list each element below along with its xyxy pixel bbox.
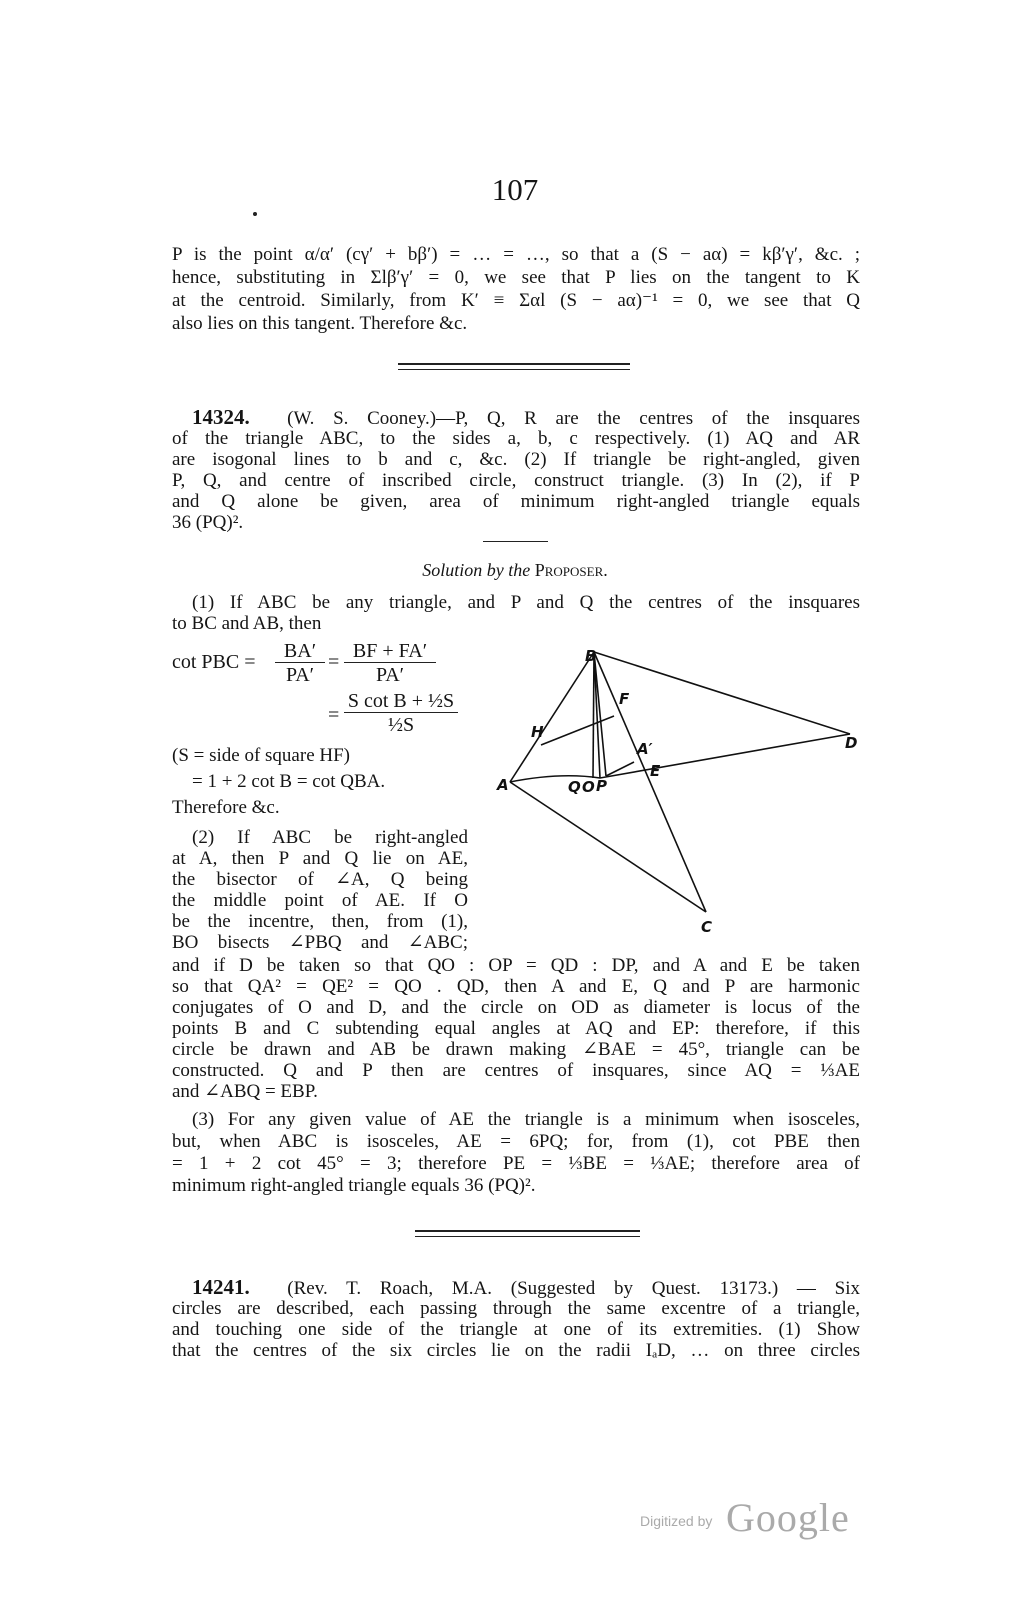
text-line: and ∠ABQ = EBP. bbox=[172, 1081, 318, 1102]
text-line: that the centres of the six circles lie on the radii IₐD, … on three circles bbox=[172, 1340, 860, 1361]
label-P: P bbox=[596, 777, 607, 795]
text-line: also lies on this tangent. Therefore &c. bbox=[172, 313, 468, 334]
equals: = bbox=[328, 651, 340, 673]
text-line: the middle point of AE. If O bbox=[172, 890, 468, 911]
question-first-line bbox=[172, 1277, 860, 1298]
equals: = bbox=[328, 704, 340, 726]
text-line: 36 (PQ)². bbox=[172, 512, 244, 533]
label-H: H bbox=[531, 723, 544, 741]
line-BQ bbox=[593, 652, 594, 778]
label-E: E bbox=[650, 762, 661, 780]
text-line: constructed. Q and P then are centres of insquares, since AQ = ⅓AE bbox=[172, 1060, 860, 1081]
side-AB bbox=[510, 652, 594, 782]
label-D: D bbox=[845, 734, 858, 752]
text-line: are isogonal lines to b and c, &c. (2) If triangle be right-angled, given bbox=[172, 449, 860, 470]
text-line: and touching one side of the triangle at one of its extremities. (1) Show bbox=[172, 1319, 860, 1340]
text-line: so that QA² = QE² = QO . QD, then A and E, Q and P are harmonic bbox=[172, 976, 860, 997]
text-line: to BC and AB, then bbox=[172, 613, 322, 634]
label-A: A bbox=[497, 776, 509, 794]
text-line: Therefore &c. bbox=[172, 797, 280, 818]
formula-lhs: cot PBC = bbox=[172, 651, 256, 673]
denominator: ½S bbox=[387, 714, 415, 736]
google-watermark-logo: Google bbox=[726, 1495, 850, 1540]
label-F: F bbox=[619, 690, 630, 708]
numerator: S cot B + ½S bbox=[344, 690, 458, 713]
label-C: C bbox=[701, 918, 713, 936]
question-author-text: (W. S. Cooney.)—P, Q, R are the centres of the insquares bbox=[287, 408, 860, 429]
label-A-prime: A′ bbox=[637, 740, 653, 758]
question-number: 14324. bbox=[192, 405, 250, 429]
side-AC bbox=[510, 782, 706, 912]
text-line: the bisector of ∠A, Q being bbox=[172, 869, 468, 890]
text-line: (2) If ABC be right-angled bbox=[192, 827, 468, 848]
text-line: = 1 + 2 cot 45° = 3; therefore PE = ⅓BE = ⅓AE; therefore area of bbox=[172, 1153, 860, 1174]
text-line: circle be drawn and AB be drawn making ∠BAE = 45°, triangle can be bbox=[172, 1039, 860, 1060]
text-line: and if D be taken so that QO : OP = QD : DP, and A and E be taken bbox=[172, 955, 860, 976]
heading-proposer: Proposer. bbox=[534, 560, 608, 580]
side-BC bbox=[594, 652, 706, 912]
question-author-text: (Rev. T. Roach, M.A. (Suggested by Quest. 13173.) — Six bbox=[287, 1278, 861, 1299]
text-line: points B and C subtending equal angles at AQ and EP: therefore, if this bbox=[172, 1018, 860, 1039]
text-line: (3) For any given value of AE the triangle is a minimum when isosceles, bbox=[192, 1109, 860, 1130]
line-BP bbox=[594, 652, 606, 776]
heading-prefix: Solution by the bbox=[422, 560, 531, 580]
label-Q: Q bbox=[568, 778, 581, 796]
question-14241 bbox=[172, 1277, 860, 1361]
text-line: hence, substituting in Σlβ′γ′ = 0, we see that P lies on the tangent to K bbox=[172, 267, 860, 288]
line-BD bbox=[594, 652, 850, 734]
text-line: of the triangle ABC, to the sides a, b, c respectively. (1) AQ and AR bbox=[172, 428, 860, 449]
page-number: 107 bbox=[491, 172, 539, 207]
text-line: and Q alone be given, area of minimum right-angled triangle equals bbox=[172, 491, 860, 512]
text-line: P is the point α/α′ (cγ′ + bβ′) = … = …, so that a (S − aα) = kβ′γ′, &c. ; bbox=[172, 244, 860, 265]
text-line: conjugates of O and D, and the circle on OD as diameter is locus of the bbox=[172, 997, 860, 1018]
numerator: BA′ bbox=[275, 640, 325, 663]
text-line: P, Q, and centre of inscribed circle, construct triangle. (3) In (2), if P bbox=[172, 470, 860, 491]
text-line: (1) If ABC be any triangle, and P and Q the centres of the insquares bbox=[192, 592, 860, 613]
text-line: at the centroid. Similarly, from K′ ≡ Σαl (S − aα)⁻¹ = 0, we see that Q bbox=[172, 290, 860, 311]
text-line: circles are described, each passing through the same excentre of a triangle, bbox=[172, 1298, 860, 1319]
text-line: BO bisects ∠PBQ and ∠ABC; bbox=[172, 932, 468, 953]
denominator: PA′ bbox=[375, 664, 405, 686]
question-number: 14241. bbox=[192, 1275, 250, 1299]
text-line: (S = side of square HF) bbox=[172, 745, 350, 766]
watermark-prefix: Digitized by bbox=[640, 1513, 713, 1529]
section-divider bbox=[415, 1230, 640, 1237]
text-line: minimum right-angled triangle equals 36 (PQ)². bbox=[172, 1175, 536, 1196]
text-line: be the incentre, then, from (1), bbox=[172, 911, 468, 932]
label-O: O bbox=[582, 778, 595, 796]
line-AD bbox=[510, 734, 850, 782]
text-line: = 1 + 2 cot B = cot QBA. bbox=[192, 771, 386, 792]
text-line: at A, then P and Q lie on AE, bbox=[172, 848, 468, 869]
numerator: BF + FA′ bbox=[344, 640, 436, 663]
text-line: but, when ABC is isosceles, AE = 6PQ; for, from (1), cot PBE then bbox=[172, 1131, 860, 1152]
label-B: B bbox=[585, 647, 597, 665]
line-BO bbox=[594, 652, 600, 778]
denominator: PA′ bbox=[285, 664, 315, 686]
